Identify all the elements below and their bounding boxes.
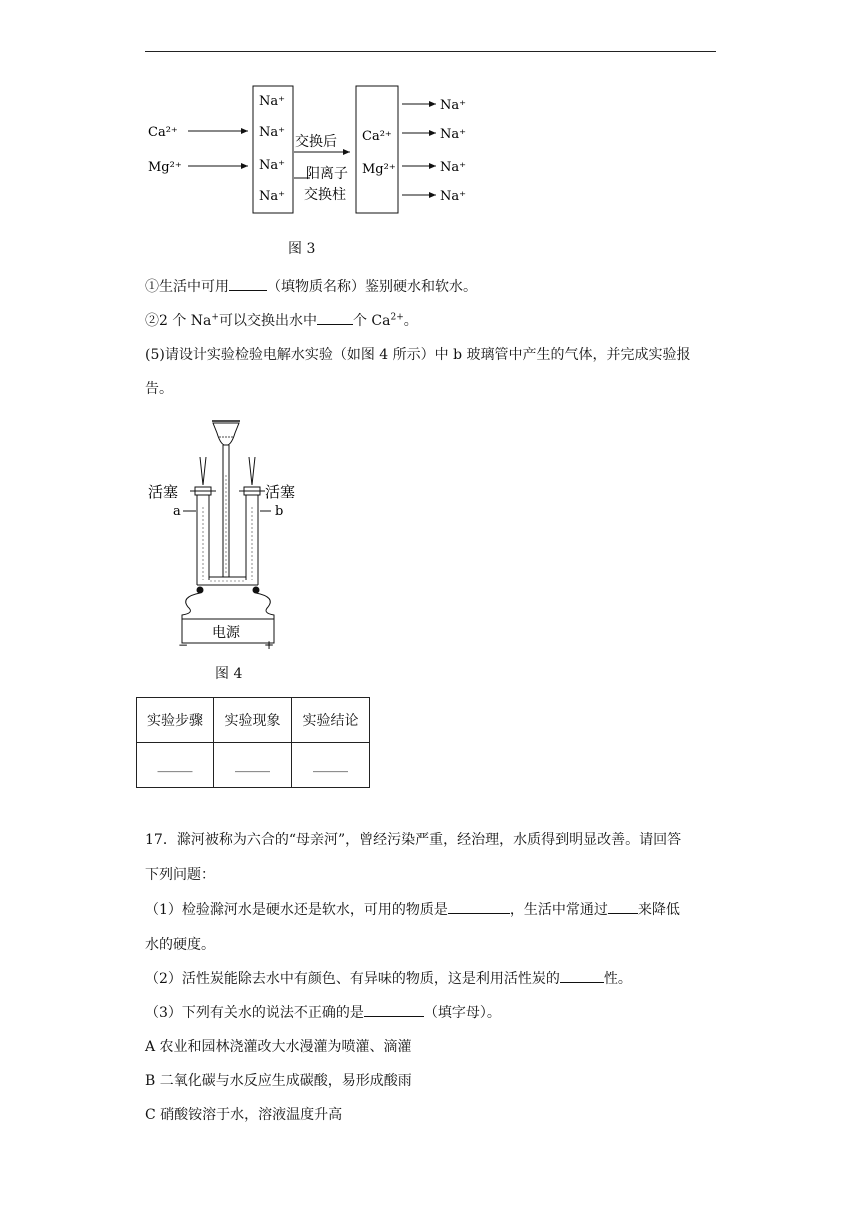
out-ion: Na⁺ [440,127,466,142]
stopcock-label-left: 活塞 [148,483,179,501]
col1-ion: Na⁺ [259,158,285,173]
tube-label-a: a [173,504,181,519]
power-label: 电源 [212,625,240,641]
in-ion-mg: Mg²⁺ [148,160,182,175]
table-header-steps: 实验步骤 [137,698,214,743]
header-rule [145,51,716,52]
q17-line-3: （1）检验滁河水是硬水还是软水，可用的物质是 ，生活中常通过 来降低 [145,899,680,919]
table-header-conclusion: 实验结论 [292,698,370,743]
col1-ion: Na⁺ [259,125,285,140]
table-cell-blank: _____ [292,743,370,788]
col2-ion: Mg²⁺ [362,162,396,177]
q17-option-b: B 二氧化碳与水反应生成碳酸，易形成酸雨 [145,1073,412,1089]
q17-line-2: 下列问题： [145,867,215,883]
table-header-phenomena: 实验现象 [214,698,292,743]
col2-ion: Ca²⁺ [362,129,392,144]
q17-line-6: （3）下列有关水的说法不正确的是 （填字母）。 [145,1002,501,1022]
col1-ion: Na⁺ [259,189,285,204]
out-ion: Na⁺ [440,98,466,113]
minus-terminal: − [178,638,189,652]
stopcock-label-right: 活塞 [265,483,296,501]
col1-ion: Na⁺ [259,94,285,109]
question-line-1: ①生活中可用 （填物质名称）鉴别硬水和软水。 [145,276,477,296]
table-cell-blank: _____ [137,743,214,788]
question-line-2: ②2 个 Na+可以交换出水中 个 $Ca^{2+}$。 [145,310,418,330]
q17-line-4: 水的硬度。 [145,937,215,953]
q17-line-1: 17．滁河被称为六合的“母亲河”，曾经污染严重，经治理，水质得到明显改善。请回答 [145,832,682,848]
q17-option-a: A 农业和园林浇灌改大水漫灌为喷灌、滴灌 [145,1039,412,1055]
q17-line-5: （2）活性炭能除去水中有颜色、有异味的物质，这是利用活性炭的 性。 [145,968,632,988]
figure-3-caption: 图 3 [288,241,316,257]
question-line-4: 告。 [145,381,173,397]
out-ion: Na⁺ [440,160,466,175]
plus-terminal: + [264,638,275,652]
label-cation-column: 阳离子 [306,166,348,182]
out-ion: Na⁺ [440,189,466,204]
table-row [137,698,370,743]
figure-4-caption: 图 4 [215,666,243,682]
experiment-report-table [136,697,370,788]
label-after-exchange: 交换后 [295,134,337,150]
q17-option-c: C 硝酸铵溶于水，溶液温度升高 [145,1107,343,1123]
tube-label-b: b [275,504,284,519]
figure-3-ion-exchange [140,78,480,228]
table-row [137,743,370,788]
figure-4-electrolysis [140,415,320,655]
table-cell-blank: _____ [214,743,292,788]
column-after [356,86,398,213]
label-cation-column: 交换柱 [304,187,346,203]
question-line-3: (5)请设计实验检验电解水实验（如图 4 所示）中 b 玻璃管中产生的气体，并完成实验报 [145,347,691,363]
reservoir-funnel [213,423,239,445]
in-ion-ca: Ca²⁺ [148,125,178,140]
